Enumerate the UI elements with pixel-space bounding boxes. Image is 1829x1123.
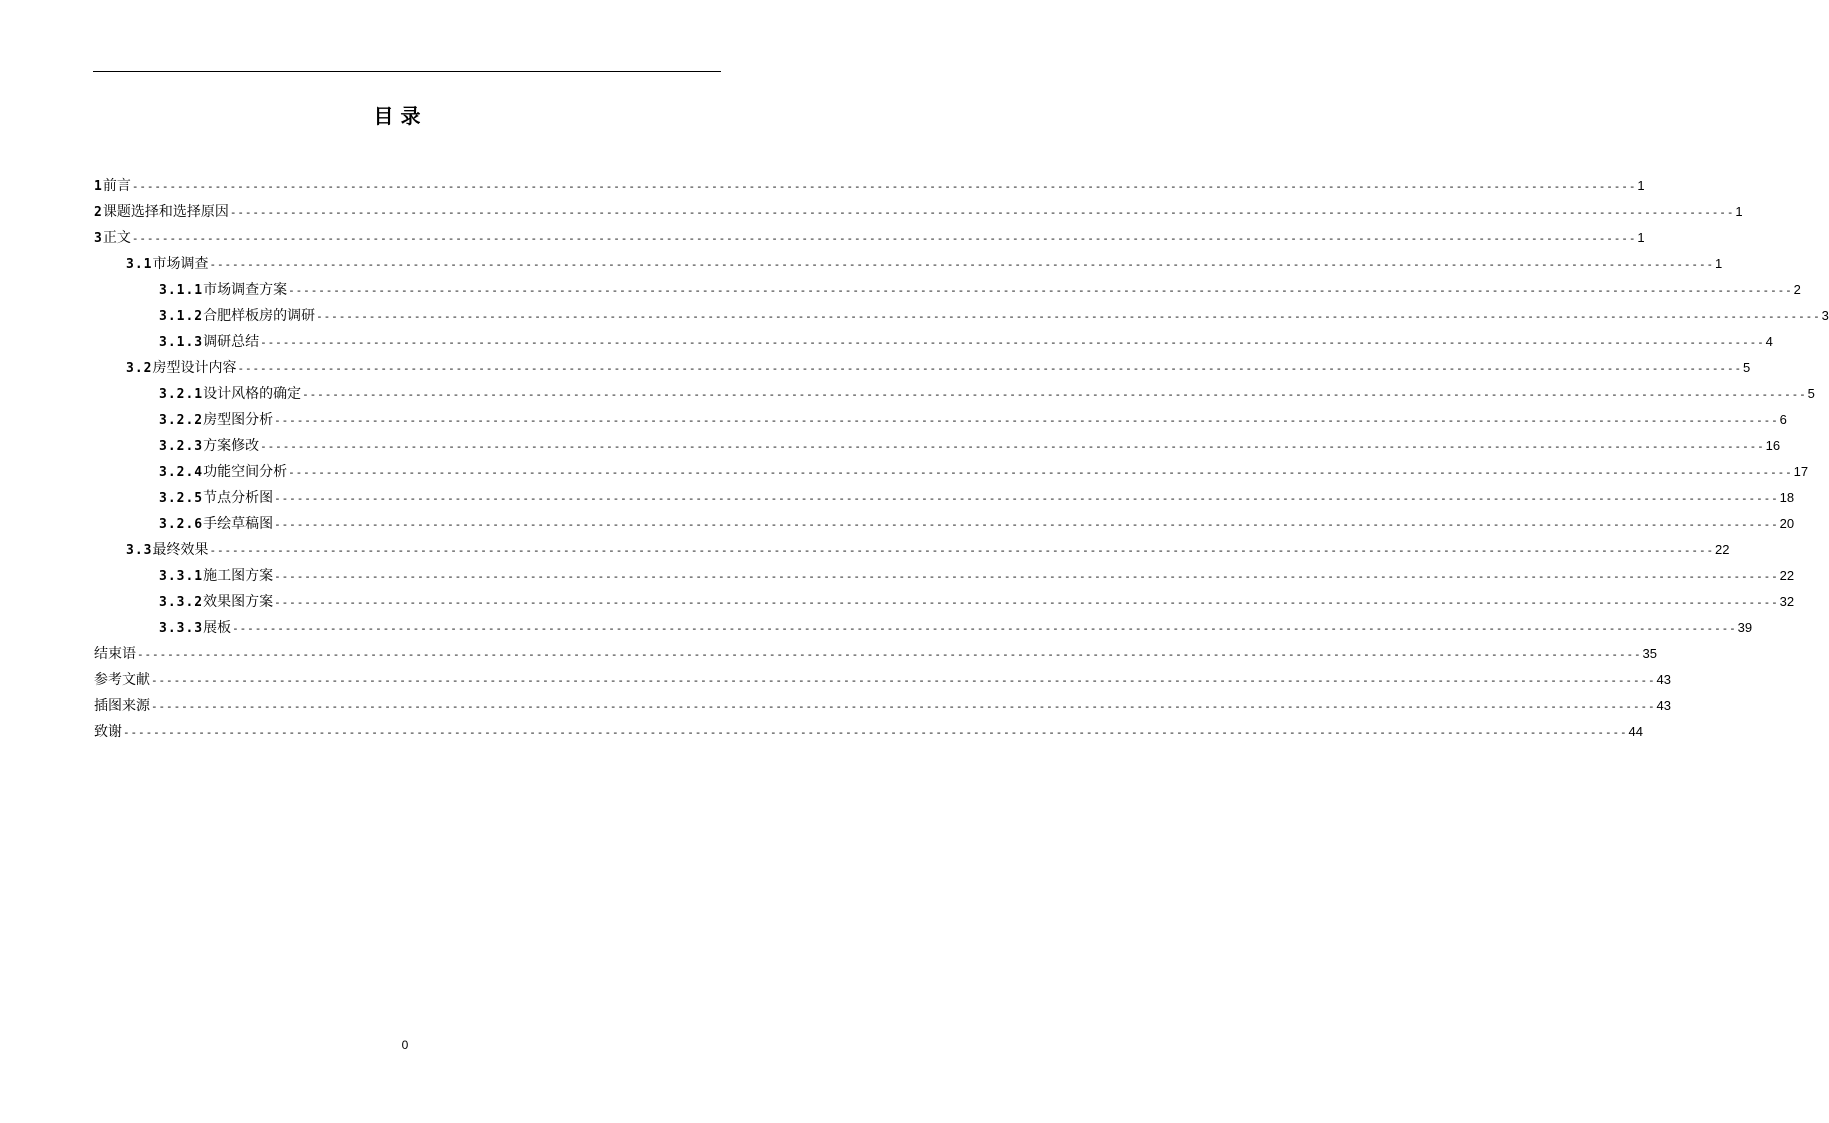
toc-entry[interactable] xyxy=(159,383,1815,405)
toc-entry-page: 32 xyxy=(1779,594,1795,609)
toc-entry[interactable] xyxy=(94,721,1643,743)
toc-entry-title: 合肥样板房的调研 xyxy=(203,308,316,324)
toc-entry[interactable] xyxy=(159,565,1795,587)
toc-entry-title: 节点分析图 xyxy=(203,490,274,506)
toc-entry-number: 3.2.6 xyxy=(159,517,204,532)
toc-entry-page: 5 xyxy=(1807,386,1815,401)
toc-entry-title: 最终效果 xyxy=(152,542,209,558)
toc-entry[interactable] xyxy=(159,305,1829,327)
toc-entry-title: 手绘草稿图 xyxy=(203,516,274,532)
toc-leader-dashes: -------------------------------------------------------------------------------------------------------------------------------------------------------------------------------------------------------- xyxy=(237,362,1742,375)
toc-leader-dashes: -------------------------------------------------------------------------------------------------------------------------------------------------------------------------------------------------------- xyxy=(274,518,1779,531)
toc-entry-number: 3.2.1 xyxy=(159,387,204,402)
toc-entry[interactable] xyxy=(94,227,1645,249)
toc-entry-title: 效果图方案 xyxy=(203,594,274,610)
toc-title: 目 录 xyxy=(373,104,421,128)
toc-entry[interactable] xyxy=(126,253,1723,275)
toc-entry[interactable] xyxy=(94,643,1657,665)
toc-leader-dashes: -------------------------------------------------------------------------------------------------------------------------------------------------------------------------------------------------------- xyxy=(232,622,1737,635)
toc-entry[interactable] xyxy=(94,669,1671,691)
toc-entry[interactable] xyxy=(159,331,1773,353)
toc-leader-dashes: -------------------------------------------------------------------------------------------------------------------------------------------------------------------------------------------------------- xyxy=(274,596,1779,609)
toc-entry-number: 3.1 xyxy=(126,257,153,272)
toc-entry-number: 3.2.2 xyxy=(159,413,204,428)
toc-entry[interactable] xyxy=(94,201,1743,223)
toc-entry-title: 课题选择和选择原因 xyxy=(102,204,229,220)
toc-entry[interactable] xyxy=(159,513,1795,535)
toc-entry[interactable] xyxy=(94,175,1645,197)
toc-leader-dashes: -------------------------------------------------------------------------------------------------------------------------------------------------------------------------------------------------------- xyxy=(131,232,1637,245)
toc-entry-number: 3.3.2 xyxy=(159,595,204,610)
toc-entry-page: 39 xyxy=(1737,620,1753,635)
toc-entry[interactable] xyxy=(126,539,1730,561)
toc-entry[interactable] xyxy=(159,487,1795,509)
toc-entry-title: 前言 xyxy=(102,178,131,194)
toc-leader-dashes: -------------------------------------------------------------------------------------------------------------------------------------------------------------------------------------------------------- xyxy=(260,440,1765,453)
toc-entry-title: 致谢 xyxy=(94,724,122,740)
toc-entry-number: 3.2 xyxy=(126,361,153,376)
toc-entry-page: 22 xyxy=(1779,568,1795,583)
toc-entry-page: 22 xyxy=(1715,542,1730,557)
toc-entry[interactable] xyxy=(126,357,1751,379)
toc-entry-page: 1 xyxy=(1735,204,1743,219)
toc-leader-dashes: -------------------------------------------------------------------------------------------------------------------------------------------------------------------------------------------------------- xyxy=(151,700,1656,713)
toc-entry-page: 2 xyxy=(1793,282,1801,297)
toc-entry-title: 功能空间分析 xyxy=(203,464,288,480)
toc-entry[interactable] xyxy=(159,461,1809,483)
toc-entry[interactable] xyxy=(159,617,1753,639)
toc-entry-page: 3 xyxy=(1821,308,1829,323)
toc-entry-number: 3.1.3 xyxy=(159,335,204,350)
toc-leader-dashes: -------------------------------------------------------------------------------------------------------------------------------------------------------------------------------------------------------- xyxy=(137,648,1642,661)
toc-entry[interactable] xyxy=(159,279,1801,301)
toc-entry-page: 43 xyxy=(1656,672,1671,687)
toc-entry-number: 1 xyxy=(94,179,103,194)
toc-entry-title: 施工图方案 xyxy=(203,568,274,584)
toc-entry-title: 参考文献 xyxy=(94,672,150,688)
toc-entry-title: 插图来源 xyxy=(94,698,150,714)
toc-entry-number: 3.2.3 xyxy=(159,439,204,454)
toc-leader-dashes: -------------------------------------------------------------------------------------------------------------------------------------------------------------------------------------------------------- xyxy=(229,206,1735,219)
toc-entry-page: 18 xyxy=(1779,490,1795,505)
toc-entry-page: 17 xyxy=(1793,464,1809,479)
toc-leader-dashes: -------------------------------------------------------------------------------------------------------------------------------------------------------------------------------------------------------- xyxy=(209,544,1714,557)
toc-entry-page: 1 xyxy=(1637,178,1645,193)
toc-entry[interactable] xyxy=(159,409,1787,431)
toc-entry-title: 市场调查方案 xyxy=(203,282,288,298)
toc-entry-number: 3.2.4 xyxy=(159,465,204,480)
toc-entry-page: 43 xyxy=(1656,698,1671,713)
toc-entry[interactable] xyxy=(94,695,1671,717)
toc-entry-number: 3.2.5 xyxy=(159,491,204,506)
toc-entry-page: 20 xyxy=(1779,516,1795,531)
toc-entry-title: 房型设计内容 xyxy=(152,360,237,376)
toc-entry-number: 3.3.1 xyxy=(159,569,204,584)
toc-entry-title: 正文 xyxy=(102,230,131,246)
toc-entry-page: 44 xyxy=(1628,724,1643,739)
toc-entry-title: 市场调查 xyxy=(152,256,209,272)
toc-entry-number: 3.1.2 xyxy=(159,309,204,324)
toc-entry-number: 2 xyxy=(94,205,103,220)
toc-entry-page: 35 xyxy=(1642,646,1657,661)
toc-entry-title: 结束语 xyxy=(94,646,136,662)
toc-entry-title: 设计风格的确定 xyxy=(203,386,302,402)
toc-leader-dashes: -------------------------------------------------------------------------------------------------------------------------------------------------------------------------------------------------------- xyxy=(316,310,1821,323)
toc-entry-number: 3.1.1 xyxy=(159,283,204,298)
toc-entry-page: 5 xyxy=(1743,360,1751,375)
toc-leader-dashes: -------------------------------------------------------------------------------------------------------------------------------------------------------------------------------------------------------- xyxy=(302,388,1807,401)
toc-entry-title: 方案修改 xyxy=(203,438,260,454)
toc-entry[interactable] xyxy=(159,591,1795,613)
toc-entry-title: 房型图分析 xyxy=(203,412,274,428)
toc-entry-page: 6 xyxy=(1779,412,1787,427)
toc-entry-number: 3.3.3 xyxy=(159,621,204,636)
toc-entry-page: 1 xyxy=(1715,256,1723,271)
toc-leader-dashes: -------------------------------------------------------------------------------------------------------------------------------------------------------------------------------------------------------- xyxy=(288,466,1793,479)
toc-entry-title: 调研总结 xyxy=(203,334,260,350)
toc-entry-page: 16 xyxy=(1765,438,1781,453)
toc-entry-page: 4 xyxy=(1765,334,1773,349)
toc-entry-number: 3.3 xyxy=(126,543,153,558)
toc-leader-dashes: -------------------------------------------------------------------------------------------------------------------------------------------------------------------------------------------------------- xyxy=(123,726,1628,739)
toc-entry-number: 3 xyxy=(94,231,103,246)
toc-leader-dashes: -------------------------------------------------------------------------------------------------------------------------------------------------------------------------------------------------------- xyxy=(274,492,1779,505)
toc-leader-dashes: -------------------------------------------------------------------------------------------------------------------------------------------------------------------------------------------------------- xyxy=(131,180,1637,193)
toc-leader-dashes: -------------------------------------------------------------------------------------------------------------------------------------------------------------------------------------------------------- xyxy=(260,336,1765,349)
toc-entry-page: 1 xyxy=(1637,230,1645,245)
toc-leader-dashes: -------------------------------------------------------------------------------------------------------------------------------------------------------------------------------------------------------- xyxy=(288,284,1793,297)
toc-leader-dashes: -------------------------------------------------------------------------------------------------------------------------------------------------------------------------------------------------------- xyxy=(209,258,1714,271)
toc-entry[interactable] xyxy=(159,435,1781,457)
toc-leader-dashes: -------------------------------------------------------------------------------------------------------------------------------------------------------------------------------------------------------- xyxy=(274,570,1779,583)
page-number: 0 xyxy=(401,1038,409,1052)
toc-leader-dashes: -------------------------------------------------------------------------------------------------------------------------------------------------------------------------------------------------------- xyxy=(151,674,1656,687)
toc-entry-title: 展板 xyxy=(203,620,232,636)
toc-leader-dashes: -------------------------------------------------------------------------------------------------------------------------------------------------------------------------------------------------------- xyxy=(274,414,1779,427)
